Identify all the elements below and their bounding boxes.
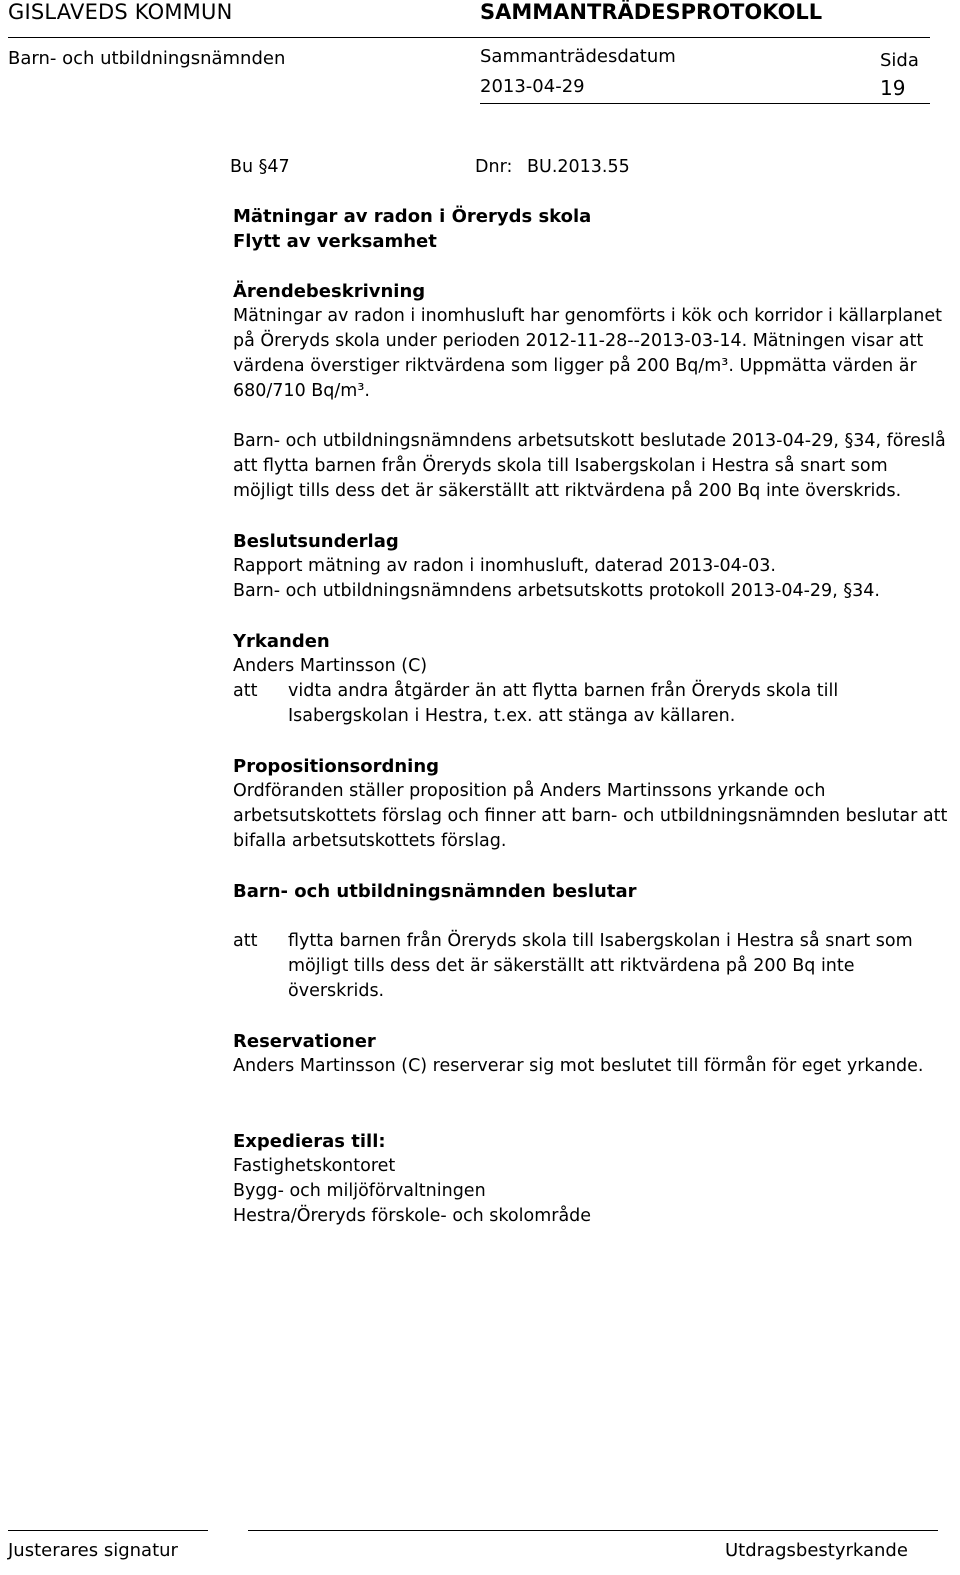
yrkande-clause — [233, 679, 953, 729]
reservation-text: Anders Martinsson (C) reserverar sig mot beslutet till förmån för eget yrkande. — [233, 1056, 924, 1076]
case-title-line1: Mätningar av radon i Öreryds skola — [233, 206, 592, 227]
heading-yrkanden: Yrkanden — [233, 631, 330, 652]
arende-paragraph-2: Barn- och utbildningsnämndens arbetsutskott beslutade 2013-04-29, §34, föreslå att flytta barnen från Öreryds skola till Isabergskolan i Hestra så snart som möjligt tills dess det är säkerställt att riktvärdena på 200 Bq inte överskrids. — [233, 431, 946, 501]
heading-beslut: Barn- och utbildningsnämnden beslutar — [233, 881, 637, 902]
heading-beslutsunderlag: Beslutsunderlag — [233, 531, 399, 552]
signature-line-left — [8, 1530, 208, 1531]
committee-name: Barn- och utbildningsnämnden — [8, 48, 286, 69]
recipient-item: Hestra/Öreryds förskole- och skolområde — [233, 1206, 592, 1226]
page-number: 19 — [880, 76, 906, 100]
beslutsunderlag-item-2: Barn- och utbildningsnämndens arbetsutskotts protokoll 2013-04-29, §34. — [233, 581, 880, 601]
yrkande-att-label: att — [233, 681, 258, 701]
heading-propositionsordning: Propositionsordning — [233, 756, 440, 777]
page-label: Sida — [880, 50, 919, 71]
paragraph-number: Bu §47 — [230, 157, 290, 177]
beslutsunderlag-item-1: Rapport mätning av radon i inomhusluft, daterad 2013-04-03. — [233, 556, 776, 576]
yrkande-proposer: Anders Martinsson (C) — [233, 656, 428, 676]
header-top-rule — [8, 37, 930, 38]
yrkande-text: vidta andra åtgärder än att flytta barnen från Öreryds skola till Isabergskolan i Hestra, t.ex. att stänga av källaren. — [288, 681, 839, 726]
beslut-att-label: att — [233, 931, 258, 951]
propositionsordning-text: Ordföranden ställer proposition på Anders Martinssons yrkande och arbetsutskottets förslag och finner att barn- och utbildningsnämnden beslutar att bifalla arbetsutskottets förslag. — [233, 781, 948, 851]
recipient-item: Fastighetskontoret — [233, 1156, 396, 1176]
signature-line-right — [248, 1530, 938, 1531]
document-type: SAMMANTRÄDESPROTOKOLL — [480, 0, 823, 24]
dnr-number: BU.2013.55 — [527, 157, 630, 177]
footer-utdragsbestyrkande: Utdragsbestyrkande — [725, 1540, 908, 1561]
meeting-date: 2013-04-29 — [480, 76, 585, 97]
heading-reservationer: Reservationer — [233, 1031, 376, 1052]
heading-arendebeskrivning: Ärendebeskrivning — [233, 281, 426, 302]
heading-expedieras: Expedieras till: — [233, 1131, 386, 1152]
footer-justerares-signatur: Justerares signatur — [8, 1540, 178, 1561]
recipient-item: Bygg- och miljöförvaltningen — [233, 1181, 486, 1201]
beslut-text: flytta barnen från Öreryds skola till Isabergskolan i Hestra så snart som möjligt tills dess det är säkerställt att riktvärdena på 200 Bq inte överskrids. — [288, 931, 913, 1001]
header-bottom-rule — [480, 103, 930, 104]
beslut-clause — [233, 929, 953, 1004]
date-label: Sammanträdesdatum — [480, 46, 676, 67]
document-body — [233, 204, 953, 1229]
case-title-line2: Flytt av verksamhet — [233, 231, 437, 252]
dnr-label: Dnr: — [475, 157, 513, 177]
arende-paragraph-1: Mätningar av radon i inomhusluft har genomförts i kök och korridor i källarplanet på Öreryds skola under perioden 2012-11-28--2013-03-14. Mätningen visar att värdena överstiger riktvärdena som ligger på 200 Bq/m³. Uppmätta värden är 680/710 Bq/m³. — [233, 306, 942, 401]
municipality-name: GISLAVEDS KOMMUN — [8, 0, 233, 24]
